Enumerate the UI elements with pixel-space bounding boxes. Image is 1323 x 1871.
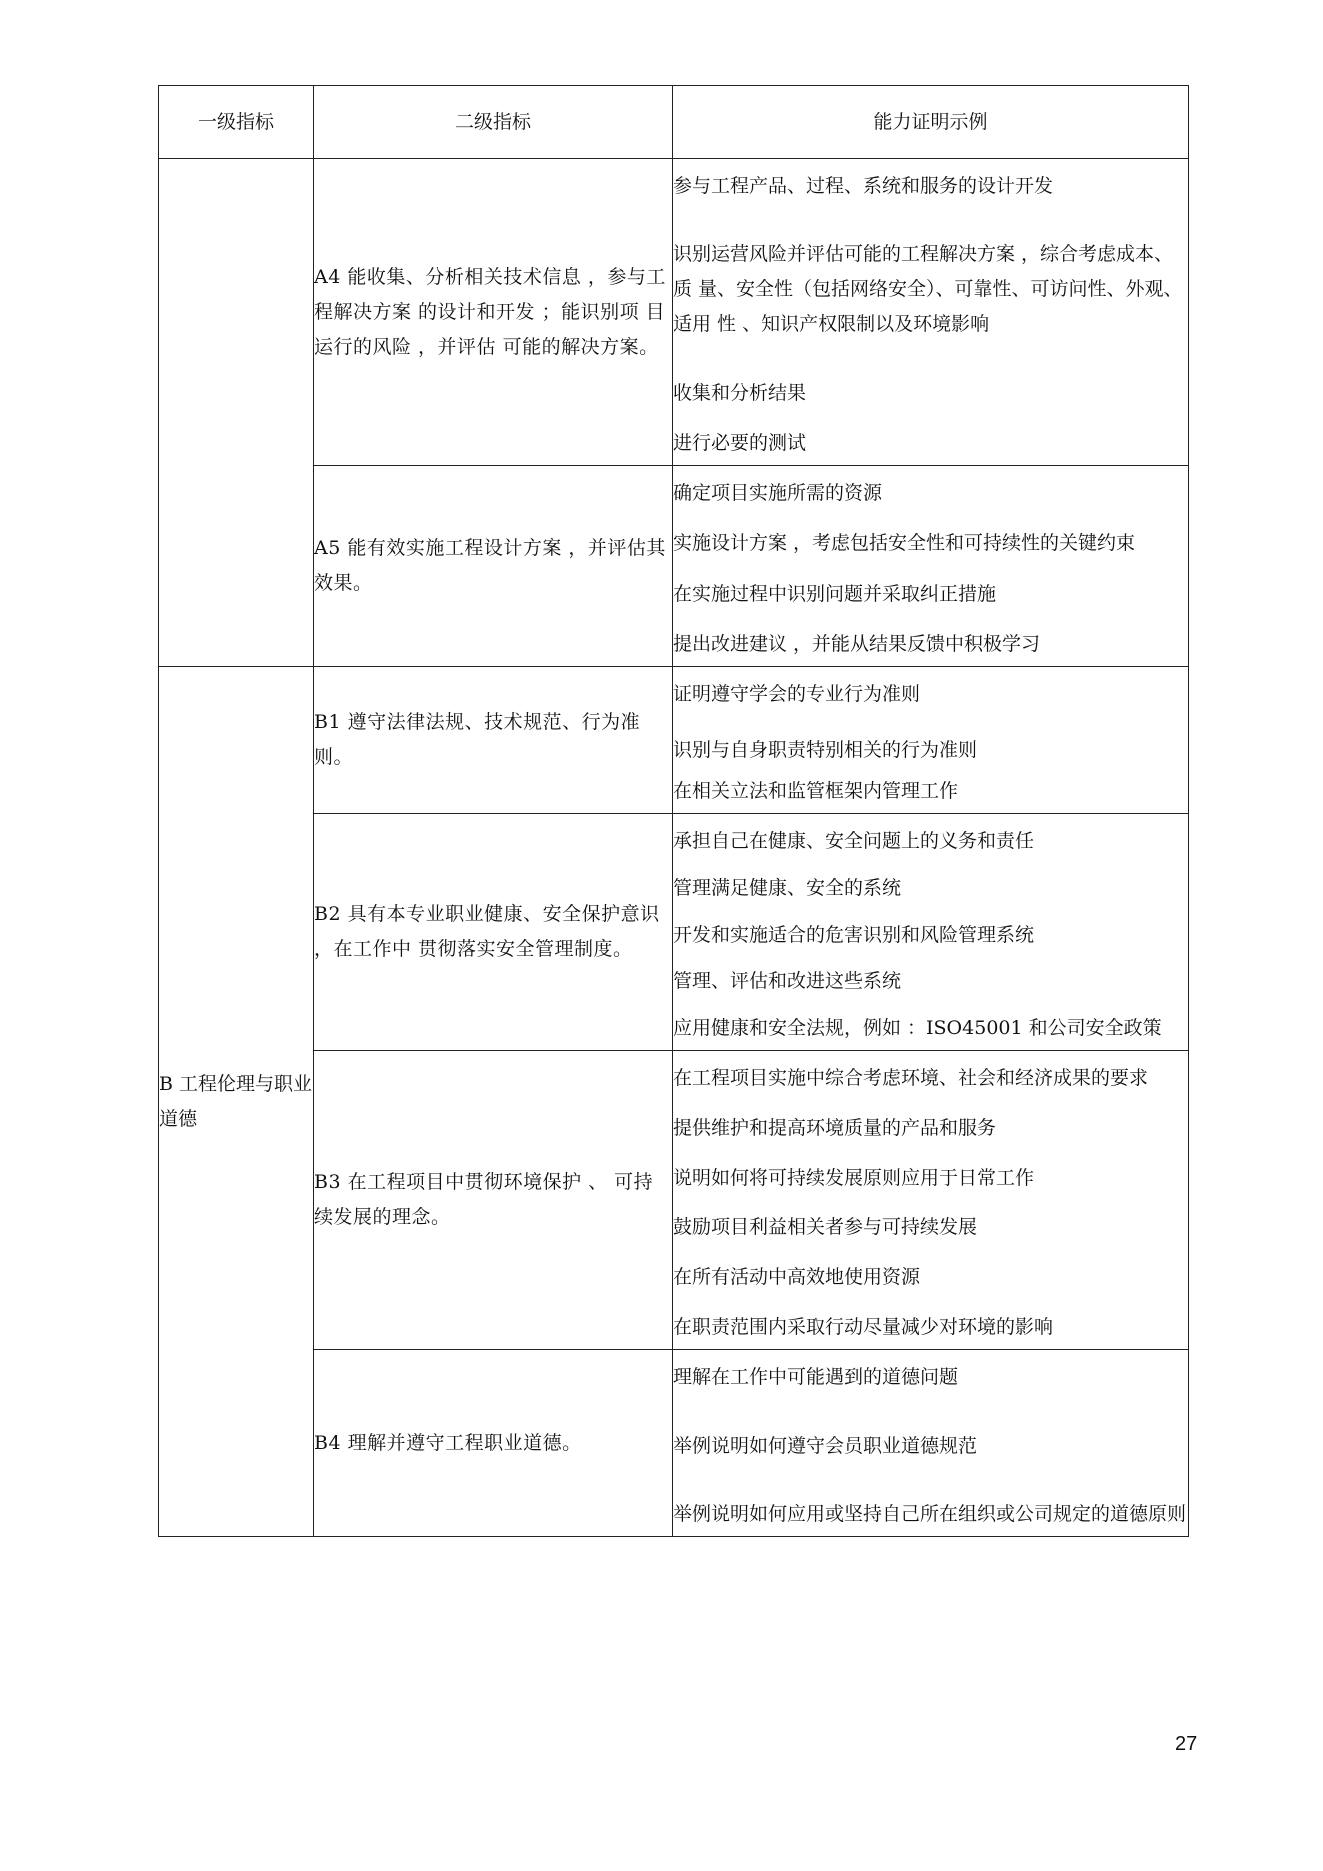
example-item: 在工程项目实施中综合考虑环境、社会和经济成果的要求 xyxy=(673,1067,1149,1089)
indicator-a5: A5 能有效实施工程设计方案 ，并评估其效果。 xyxy=(314,466,673,667)
example-item: 应用健康和安全法规，例如 ：ISO45001 和公司安全政策 xyxy=(673,1017,1162,1039)
table-row xyxy=(159,466,1189,667)
example-item: 鼓励项目利益相关者参与可持续发展 xyxy=(673,1216,978,1239)
example-item: 在所有活动中高效地使用资源 xyxy=(673,1266,921,1289)
examples-a5 xyxy=(673,466,1189,667)
page-number: 27 xyxy=(1175,1733,1198,1755)
example-item: 说明如何将可持续发展原则应用于日常工作 xyxy=(673,1166,1035,1189)
header-evidence: 能力证明示例 xyxy=(673,86,1189,159)
examples-b4 xyxy=(673,1350,1189,1537)
example-item: 提出改进建议 ，并能从结果反馈中积极学习 xyxy=(673,632,1041,655)
example-item: 举例说明如何遵守会员职业道德规范 xyxy=(673,1434,978,1457)
group-a-cell xyxy=(159,159,314,667)
indicator-b3: B3 在工程项目中贯彻环境保护 、 可持续发展的理念。 xyxy=(314,1051,673,1350)
table-row xyxy=(159,1350,1189,1537)
indicator-b4: B4 理解并遵守工程职业道德。 xyxy=(314,1350,673,1537)
examples-a4 xyxy=(673,159,1189,466)
example-item: 在相关立法和监管框架内管理工作 xyxy=(673,780,959,802)
example-item: 参与工程产品、过程、系统和服务的设计开发 xyxy=(673,175,1054,197)
examples-b3 xyxy=(673,1051,1189,1350)
examples-b2 xyxy=(673,814,1189,1051)
example-item: 证明遵守学会的专业行为准则 xyxy=(673,683,921,705)
example-item: 提供维护和提高环境质量的产品和服务 xyxy=(673,1116,997,1139)
indicator-b2: B2 具有本专业职业健康、安全保护意识 ，在工作中 贯彻落实安全管理制度。 xyxy=(314,814,673,1051)
header-level2: 二级指标 xyxy=(314,86,673,159)
example-item: 开发和实施适合的危害识别和风险管理系统 xyxy=(673,923,1035,946)
example-item: 在职责范围内采取行动尽量减少对环境的影响 xyxy=(673,1315,1054,1338)
group-b-cell: B 工程伦理与职业道德 xyxy=(159,667,314,1537)
example-item: 收集和分析结果 xyxy=(673,381,807,404)
example-item: 在实施过程中识别问题并采取纠正措施 xyxy=(673,582,997,605)
example-item: 识别与自身职责特别相关的行为准则 xyxy=(673,738,978,761)
example-item: 实施设计方案 ，考虑包括安全性和可持续性的关键约束 xyxy=(673,532,1136,555)
example-item: 识别运营风险并评估可能的工程解决方案 ，综合考虑成本、质 量、安全性（包括网络安全）、可靠性、可访问性、外观、适用 性 、知识产权限制以及环境影响 xyxy=(673,243,1183,336)
example-item: 承担自己在健康、安全问题上的义务和责任 xyxy=(673,830,1035,852)
header-level1: 一级指标 xyxy=(159,86,314,159)
indicator-a4: A4 能收集、分析相关技术信息 ，参与工程解决方案 的设计和开发 ；能识别项 目运行的风险 ，并评估 可能的解决方案。 xyxy=(314,159,673,466)
examples-b1 xyxy=(673,667,1189,814)
example-item: 管理满足健康、安全的系统 xyxy=(673,876,902,899)
indicator-b1: B1 遵守法律法规、技术规范、行为准则。 xyxy=(314,667,673,814)
table-row xyxy=(159,814,1189,1051)
table-row xyxy=(159,159,1189,466)
example-item: 确定项目实施所需的资源 xyxy=(673,482,883,504)
competency-table xyxy=(158,85,1189,1537)
table-row xyxy=(159,667,1189,814)
table-header-row xyxy=(159,86,1189,159)
table-row xyxy=(159,1051,1189,1350)
example-item: 举例说明如何应用或坚持自己所在组织或公司规定的道德原则 xyxy=(673,1503,1187,1525)
example-item: 理解在工作中可能遇到的道德问题 xyxy=(673,1366,959,1388)
example-item: 进行必要的测试 xyxy=(673,431,807,454)
example-item: 管理、评估和改进这些系统 xyxy=(673,970,902,993)
